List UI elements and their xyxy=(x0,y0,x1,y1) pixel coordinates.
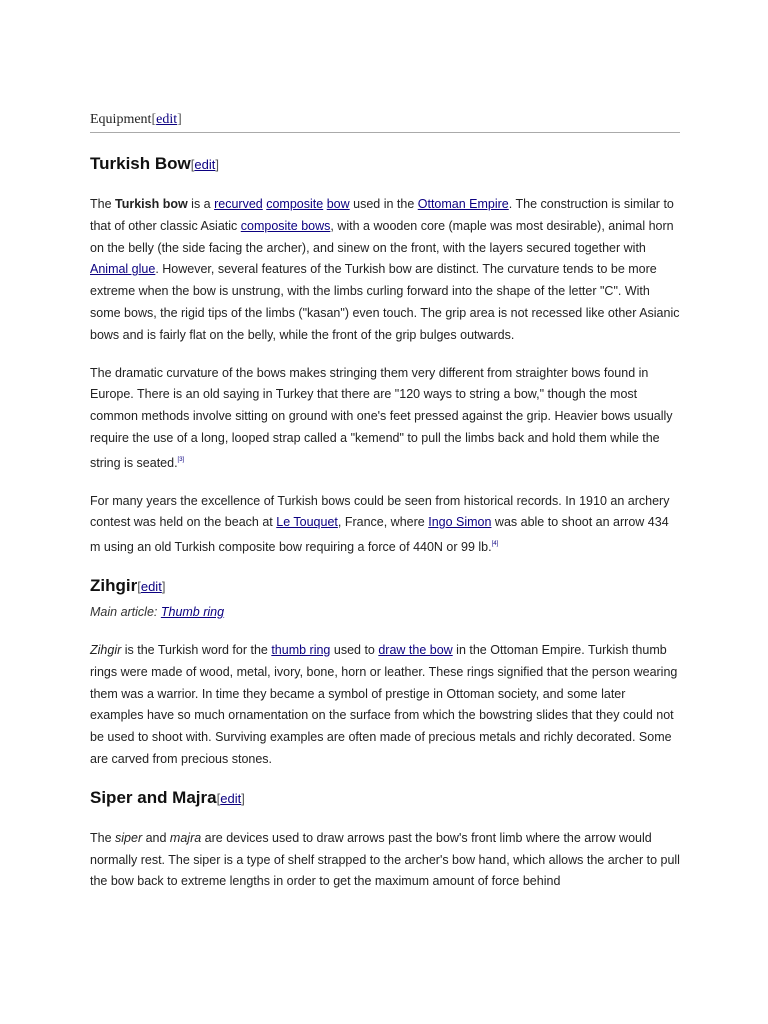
section-title: Equipment xyxy=(90,112,152,127)
link-thumb-ring[interactable]: thumb ring xyxy=(271,642,331,657)
link-animal-glue[interactable]: Animal glue xyxy=(90,262,156,277)
paragraph-turkish-bow-1: The Turkish bow is a recurved composite bow used in the Ottoman Empire. The construction is similar to that of other classic Asiatic composite bows, with a wooden core (maple was most desirable), animal horn on the belly (the side facing the archer), and sinew on the front, with the layers secured together with Animal glue. However, several features of the Turkish bow are distinct. The curvature tends to be more extreme when the bow is unstrung, with the limbs curling forward into the shape of the letter "C". With some bows, the rigid tips of the limbs ("kasan") even touch. The grip area is not recessed like other Asianic bows and is fairly flat on the belly, while the front of the grip bulges outwards. xyxy=(90,197,680,342)
paragraph-siper-1: The siper and majra are devices used to draw arrows past the bow's front limb where the arrow would normally rest. The siper is a type of shelf strapped to the archer's bow hand, which allows the archer to pull the bow back to extreme lengths in order to get the maximum amount of force behind xyxy=(90,830,680,889)
link-ingo-simon[interactable]: Ingo Simon xyxy=(428,515,492,530)
heading-turkish-bow: Turkish Bow[edit] xyxy=(90,154,219,173)
heading-zihgir-title: Zihgir xyxy=(90,575,138,595)
heading-siper-title: Siper and Majra xyxy=(90,787,217,807)
link-ottoman-empire[interactable]: Ottoman Empire xyxy=(417,197,509,211)
link-le-touquet[interactable]: Le Touquet xyxy=(276,515,338,530)
link-composite-bows[interactable]: composite bows xyxy=(240,218,331,233)
reference-4[interactable]: [4] xyxy=(491,541,499,548)
heading-turkish-bow-title: Turkish Bow xyxy=(90,154,191,173)
italic-term-zihgir: Zihgir xyxy=(90,642,122,657)
paragraph-turkish-bow-2: The dramatic curvature of the bows makes stringing them very different from straighter bows found in Europe. There is an old saying in Turkey that there are "120 ways to string a bow," though the most common methods involve sitting on ground with one's feet pressed against the grip. Heavier bows usually require the use of a long, looped strap called a "kemend" to pull the limbs back and hold them while the string is seated.[3] xyxy=(90,365,673,470)
main-article-note: Main article: Thumb ring xyxy=(90,604,225,619)
link-main-article-thumb-ring[interactable]: Thumb ring xyxy=(160,604,225,619)
link-recurved[interactable]: recurved xyxy=(214,197,263,211)
reference-3[interactable]: [3] xyxy=(177,456,185,463)
edit-link-zihgir[interactable]: edit xyxy=(140,578,162,594)
link-bow[interactable]: bow xyxy=(326,197,350,211)
italic-term-siper: siper xyxy=(115,830,143,845)
link-composite[interactable]: composite xyxy=(266,197,324,211)
paragraph-zihgir-1: Zihgir is the Turkish word for the thumb ring used to draw the bow in the Ottoman Empire. Turkish thumb rings were made of wood, metal, ivory, bone, horn or leather. These rings signified that the person wearing them was a warrior. In time they became a symbol of prestige in Ottoman society, and some later examples have so much ornamentation on the surface from which the bowstring slides that they could not be used to shoot with. Surviving examples are often made of precious metals and richly decorated. Some are carved from precious stones. xyxy=(90,642,678,766)
italic-term-majra: majra xyxy=(169,830,202,845)
edit-link-turkish-bow[interactable]: edit xyxy=(194,157,216,172)
section-heading-equipment xyxy=(90,110,680,133)
paragraph-turkish-bow-3: For many years the excellence of Turkish bows could be seen from historical records. In 1910 an archery contest was held on the beach at Le Touquet, France, where Ingo Simon was able to shoot an arrow 434 m using an old Turkish composite bow requiring a force of 440N or 99 lb.[4] xyxy=(90,493,670,555)
edit-link-siper[interactable]: edit xyxy=(220,790,242,806)
edit-link-wrapper: [edit] xyxy=(151,112,182,127)
heading-zihgir: Zihgir[edit] xyxy=(90,575,166,595)
edit-link-equipment[interactable]: edit xyxy=(156,112,178,127)
heading-siper-and-majra: Siper and Majra[edit] xyxy=(90,787,245,807)
article-content xyxy=(90,110,680,909)
bold-term-turkish-bow: Turkish bow xyxy=(115,197,188,211)
link-draw-the-bow[interactable]: draw the bow xyxy=(378,642,453,657)
